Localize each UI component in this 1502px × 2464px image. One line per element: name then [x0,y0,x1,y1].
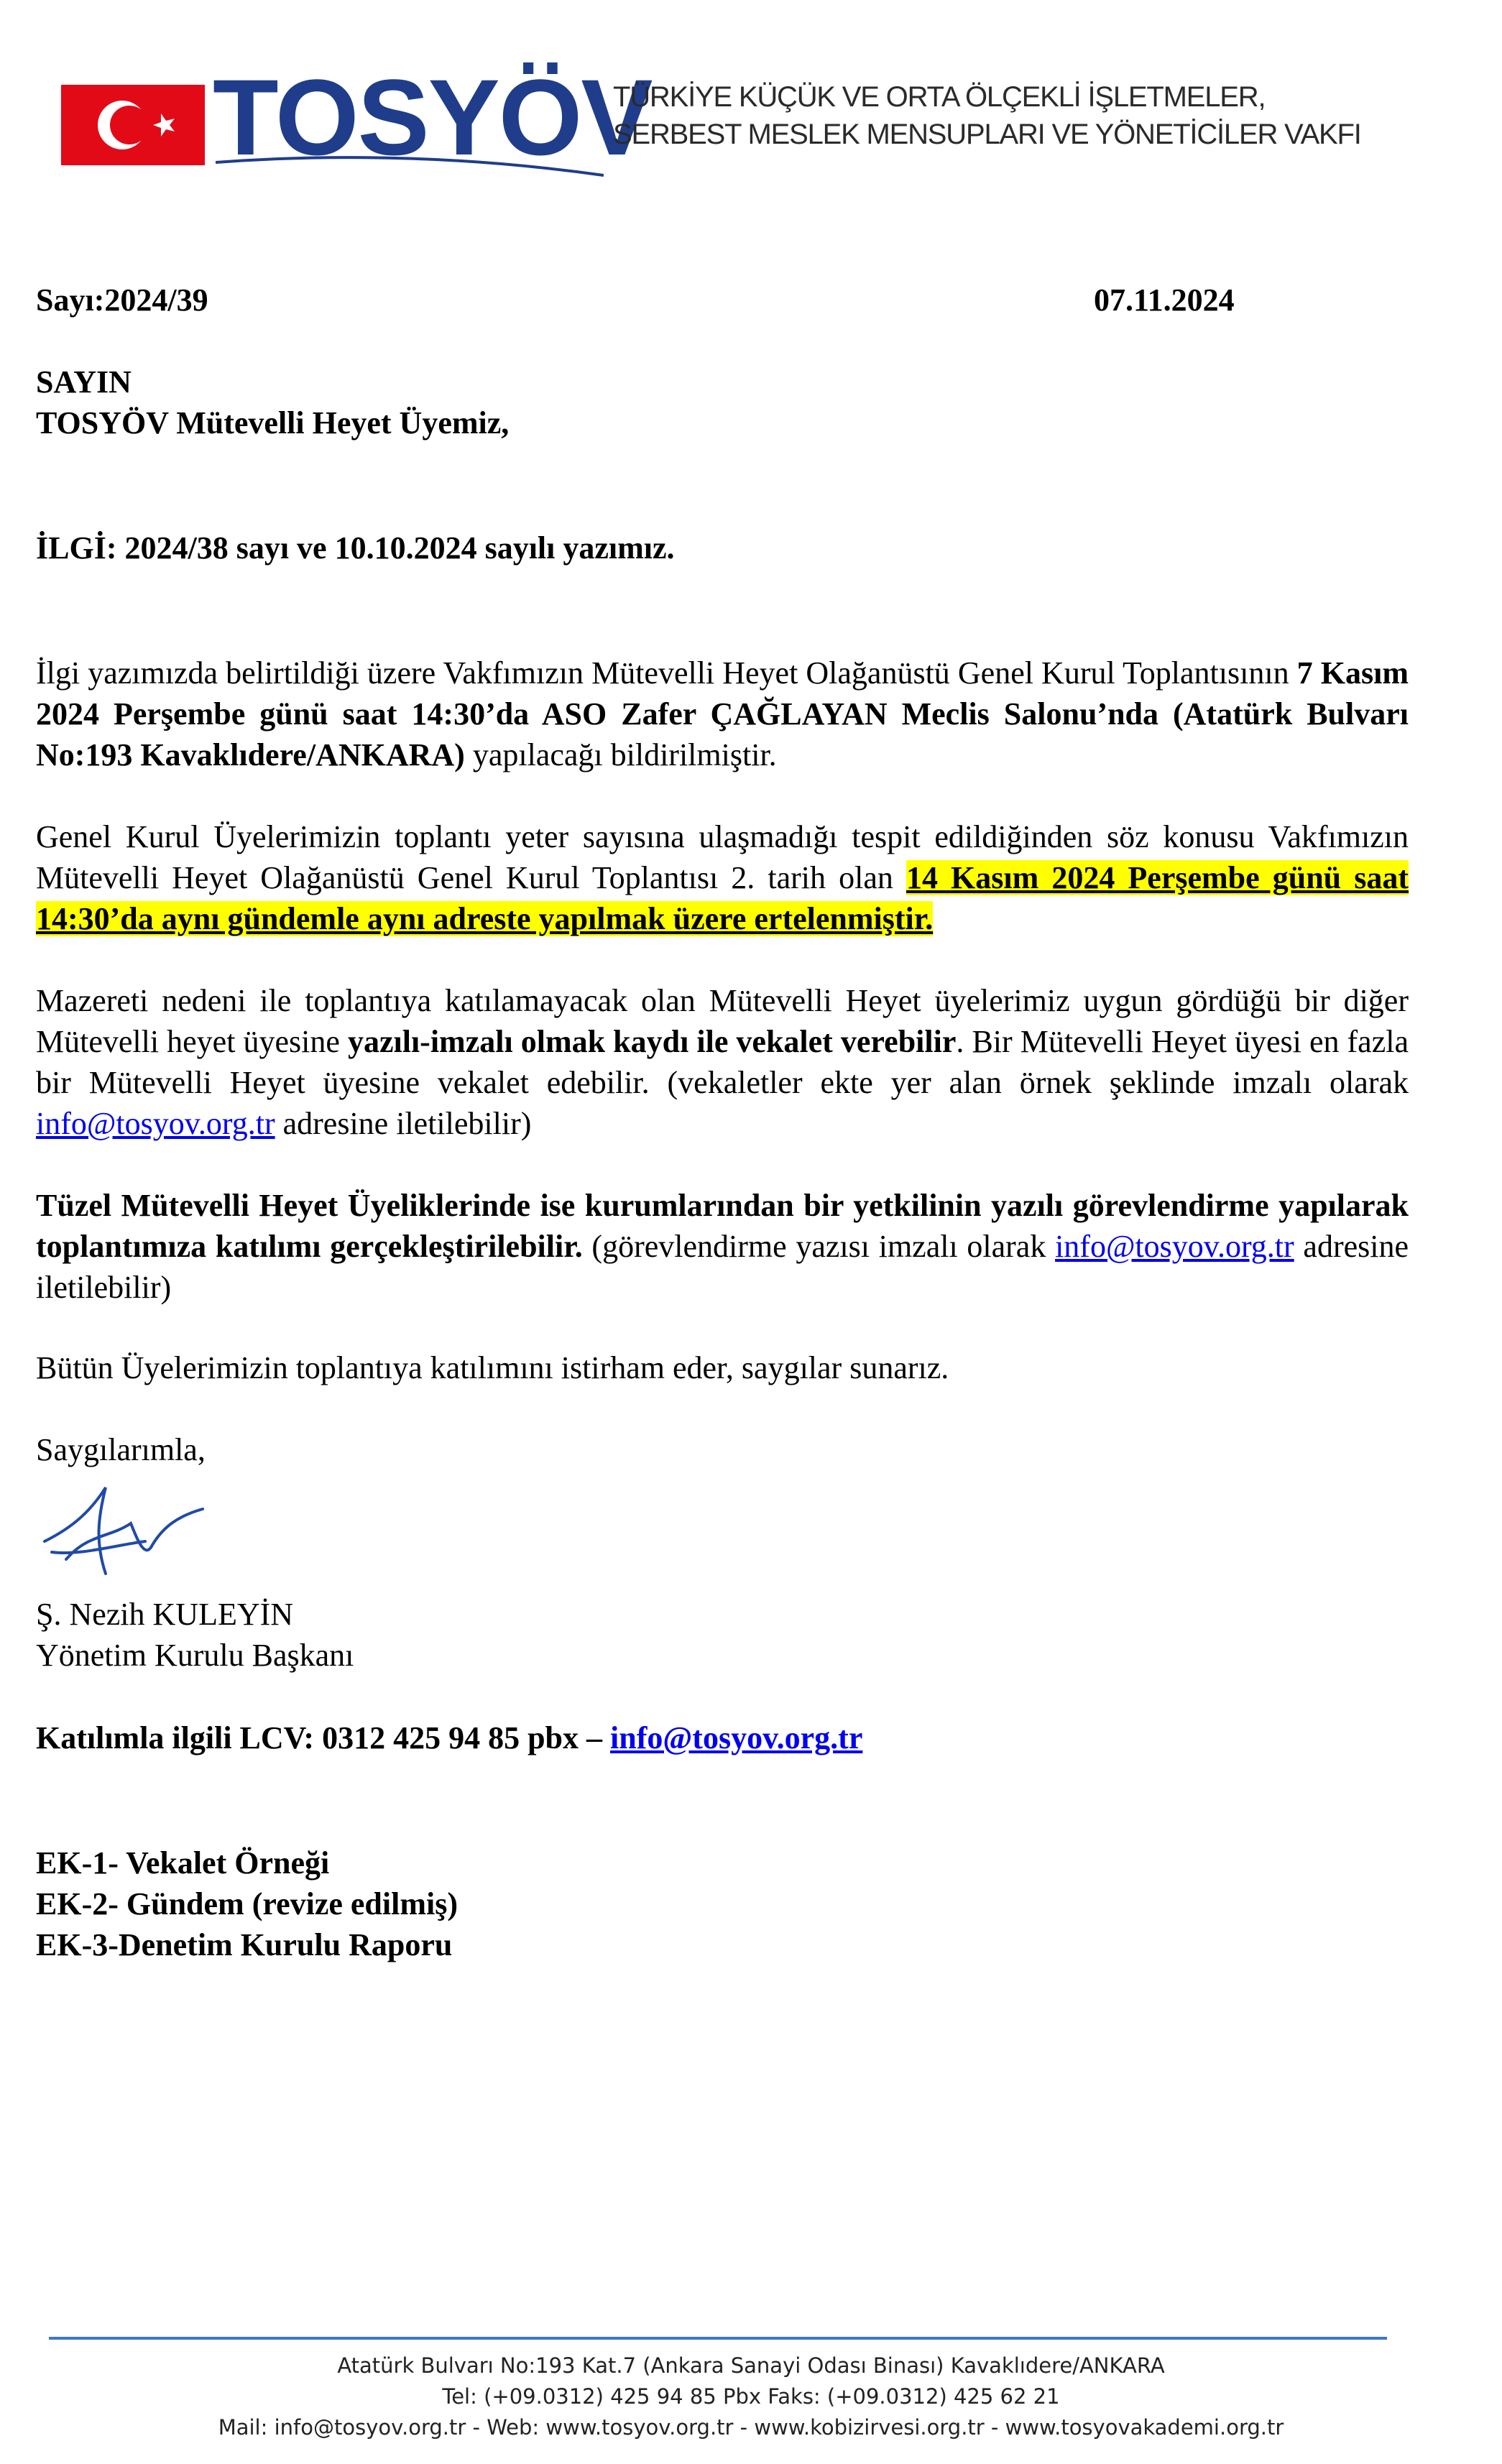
crescent-star-icon [61,85,205,165]
tosyov-logo: TOSYÖV [213,57,652,177]
letter-date: 07.11.2024 [1094,282,1235,318]
salutation-line1: SAYIN [36,364,132,400]
attachment-item: EK-1- Vekalet Örneği [36,1845,330,1881]
org-name-line1: TÜRKİYE KÜÇÜK VE ORTA ÖLÇEKLİ İŞLETMELER, [613,81,1266,113]
logo-swoosh-icon [216,148,604,177]
subject-line: İLGİ: 2024/38 sayı ve 10.10.2024 sayılı yazımız. [36,530,675,566]
paragraph-2: Genel Kurul Üyelerimizin toplantı yeter sayısına ulaşmadığı tespit edildiğinden söz konusu Vakfımızın Mütevelli Heyet Olağanüstü Genel Kurul Toplantısı 2. tarih olan 14 Kasım 2024 Perşembe günü saat 14:30’da aynı gündemle aynı adreste yapılmak üzere ertelenmiştir. [36,819,1409,936]
attachment-item: EK-2- Gündem (revize edilmiş) [36,1886,458,1921]
salutation-line2: TOSYÖV Mütevelli Heyet Üyemiz, [36,405,510,440]
footer-divider [49,2337,1387,2340]
footer-web: Mail: info@tosyov.org.tr - Web: www.tosyov.org.tr - www.kobizirvesi.org.tr - www.tosyovakademi.org.tr [218,2415,1284,2440]
highlighted-new-date: 14 Kasım 2024 Perşembe günü saat 14:30’da aynı gündemle aynı adreste yapılmak üzere ertelenmiştir. [36,860,1409,936]
turkish-flag-logo [61,85,205,165]
signer-title: Yönetim Kurulu Başkanı [36,1638,354,1673]
signature-icon [37,1473,210,1581]
contact-line: Katılımla ilgili LCV: 0312 425 94 85 pbx – info@tosyov.org.tr [36,1720,863,1755]
attachment-item: EK-3-Denetim Kurulu Raporu [36,1927,453,1962]
org-name-line2: SERBEST MESLEK MENSUPLARI VE YÖNETİCİLER VAKFI [613,119,1361,150]
paragraph-3: Mazereti nedeni ile toplantıya katılamayacak olan Mütevelli Heyet üyelerimiz uygun gördüğü bir diğer Mütevelli heyet üyesine yazılı-imzalı olmak kaydı ile vekalet verebilir. Bir Mütevelli Heyet üyesi en fazla bir Mütevelli Heyet üyesine vekalet edebilir. (vekaletler ekte yer alan örnek şeklinde imzalı olarak info@tosyov.org.tr adresine iletilebilir) [36,983,1409,1141]
paragraph-5: Bütün Üyelerimizin toplantıya katılımını istirham eder, saygılar sunarız. [36,1350,949,1385]
attachments-list [36,1842,458,1965]
contact-email-link[interactable]: info@tosyov.org.tr [610,1720,863,1755]
paragraph-4: Tüzel Mütevelli Heyet Üyeliklerinde ise kurumlarından bir yetkilinin yazılı görevlendirme yapılarak toplantımıza katılımı gerçekleştirilebilir. (görevlendirme yazısı imzalı olarak info@tosyov.org.tr adresine iletilebilir) [36,1188,1409,1305]
email-link[interactable]: info@tosyov.org.tr [36,1106,275,1141]
paragraph-1: İlgi yazımızda belirtildiği üzere Vakfımızın Mütevelli Heyet Olağanüstü Genel Kurul Toplantısının 7 Kasım 2024 Perşembe günü saat 14:30’da ASO Zafer ÇAĞLAYAN Meclis Salonu’nda (Atatürk Bulvarı No:193 Kavaklıdere/ANKARA) yapılacağı bildirilmiştir. [36,655,1409,772]
email-link[interactable]: info@tosyov.org.tr [1055,1229,1294,1264]
closing: Saygılarımla, [36,1432,206,1467]
signer-name: Ş. Nezih KULEYİN [36,1597,294,1632]
footer-phone: Tel: (+09.0312) 425 94 85 Pbx Faks: (+09.0312) 425 62 21 [442,2384,1060,2409]
footer-address: Atatürk Bulvarı No:193 Kat.7 (Ankara Sanayi Odası Binası) Kavaklıdere/ANKARA [337,2353,1165,2378]
letter-number: Sayı:2024/39 [36,282,208,318]
